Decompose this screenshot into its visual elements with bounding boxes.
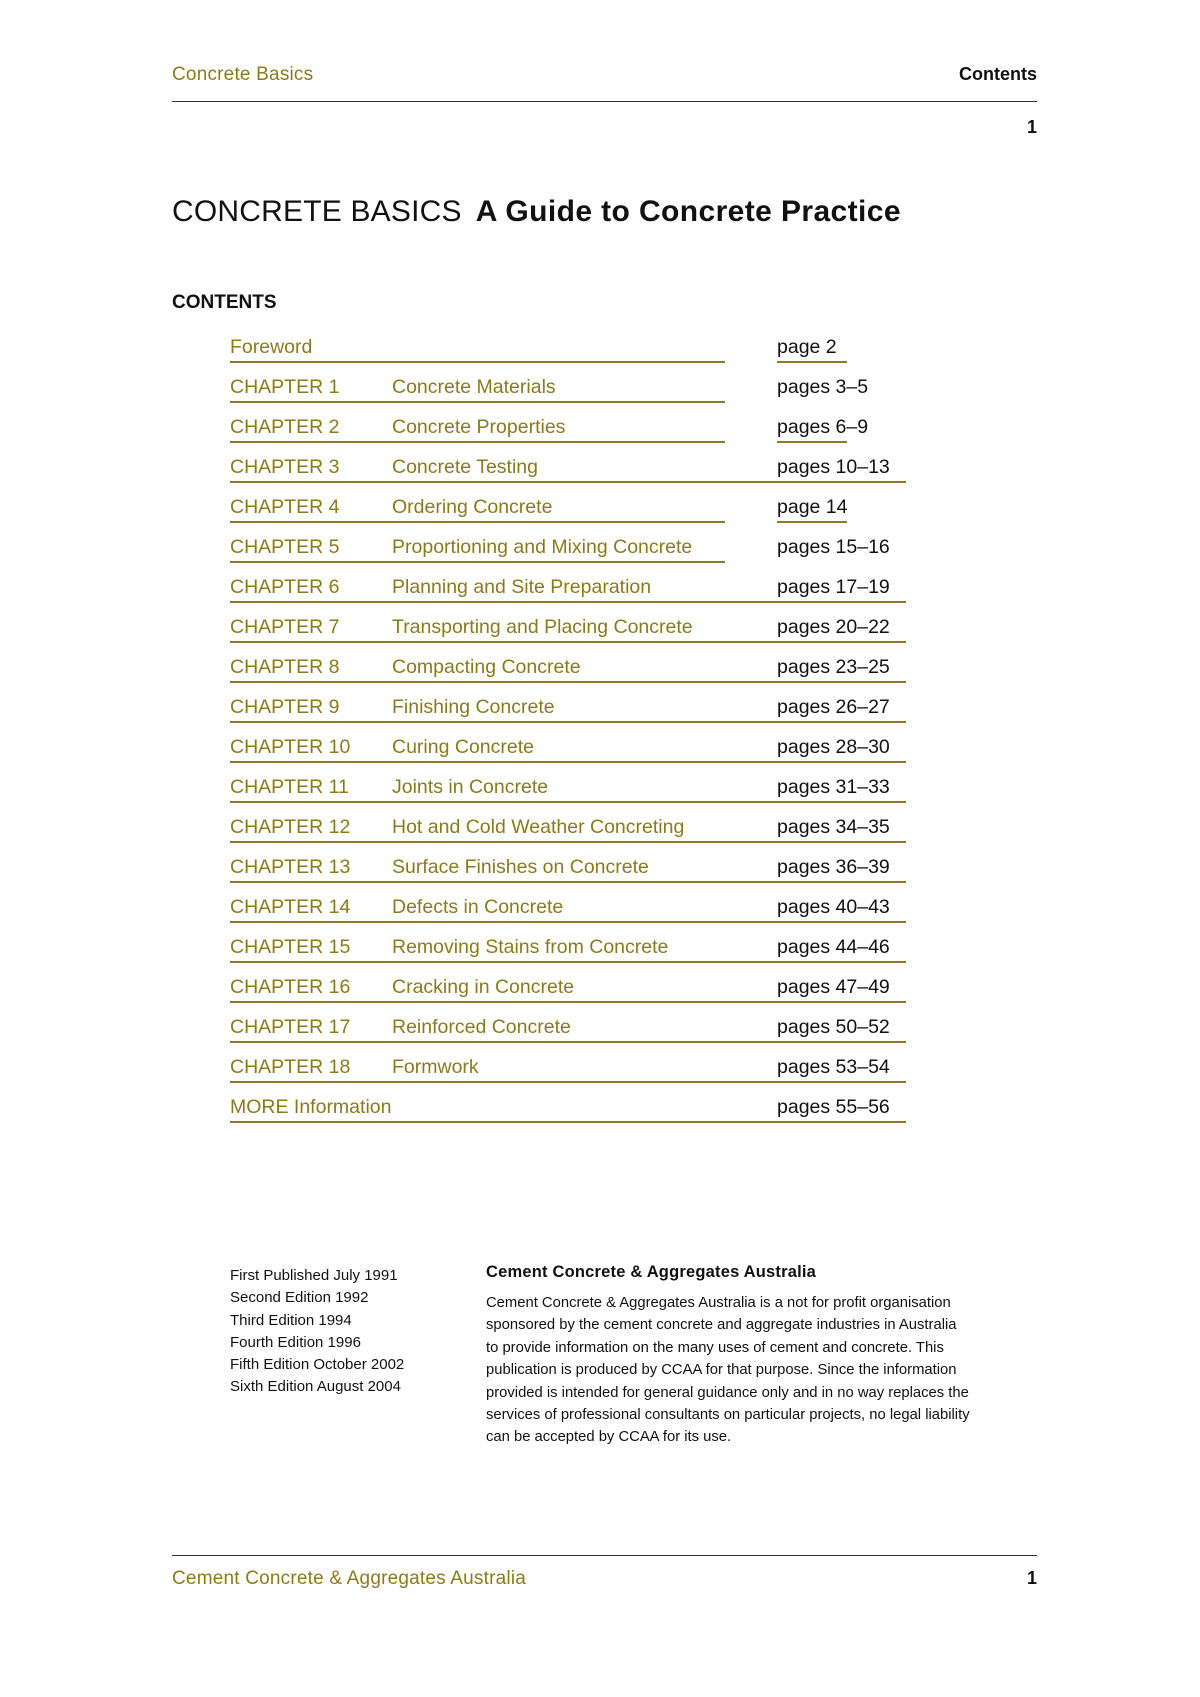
toc-underline: [230, 1041, 906, 1043]
toc-underline: [230, 561, 725, 563]
toc-title[interactable]: Cracking in Concrete: [392, 976, 575, 998]
toc-label[interactable]: CHAPTER 16: [230, 976, 351, 998]
toc-label[interactable]: CHAPTER 13: [230, 856, 351, 878]
toc-underline: [230, 521, 725, 523]
toc-title[interactable]: Finishing Concrete: [392, 696, 555, 718]
title-part-1: CONCRETE BASICS: [172, 195, 462, 228]
toc-title[interactable]: Ordering Concrete: [392, 496, 553, 518]
toc-title[interactable]: Hot and Cold Weather Concreting: [392, 816, 685, 838]
toc-pages: pages 50–52: [777, 1016, 890, 1038]
edition-line: Fourth Edition 1996: [230, 1333, 361, 1351]
toc-pages: pages 36–39: [777, 856, 890, 878]
toc-underline: [230, 601, 906, 603]
toc-pages: pages 44–46: [777, 936, 890, 958]
toc-label[interactable]: CHAPTER 9: [230, 696, 340, 718]
toc-label[interactable]: Foreword: [230, 336, 313, 358]
toc-underline: [230, 481, 906, 483]
toc-row-chapter-9[interactable]: [230, 692, 906, 732]
description-line: publication is produced by CCAA for that purpose. Since the information: [486, 1362, 957, 1379]
toc-pages: pages 3–5: [777, 376, 869, 398]
toc-underline: [230, 1121, 906, 1123]
toc-title[interactable]: Concrete Testing: [392, 456, 538, 478]
description-line: provided is intended for general guidance only and in no way replaces the: [486, 1384, 969, 1401]
header-page-number: 1: [1026, 117, 1037, 137]
toc-row-chapter-8[interactable]: [230, 652, 906, 692]
edition-history: [230, 1265, 404, 1399]
toc-underline: [230, 881, 906, 883]
toc-underline: [230, 961, 906, 963]
toc-pages: pages 10–13: [777, 456, 890, 478]
edition-line: Third Edition 1994: [230, 1311, 352, 1329]
edition-line: Second Edition 1992: [230, 1289, 369, 1307]
toc-pages: pages 28–30: [777, 736, 890, 758]
toc-row-chapter-7[interactable]: [230, 612, 906, 652]
organisation-info: [486, 1263, 1046, 1449]
toc-label[interactable]: CHAPTER 11: [230, 776, 349, 798]
toc-label[interactable]: CHAPTER 5: [230, 536, 340, 558]
toc-row-foreword[interactable]: [230, 332, 906, 372]
toc-underline: [777, 521, 847, 523]
toc-pages: pages 40–43: [777, 896, 890, 918]
toc-underline: [230, 361, 725, 363]
toc-label[interactable]: CHAPTER 14: [230, 896, 351, 918]
toc-title[interactable]: Transporting and Placing Concrete: [392, 616, 693, 638]
toc-underline: [777, 361, 847, 363]
description-line: Cement Concrete & Aggregates Australia is a not for profit organisation: [486, 1295, 951, 1311]
toc-label[interactable]: CHAPTER 15: [230, 936, 351, 958]
toc-pages: pages 15–16: [777, 536, 890, 558]
toc-title[interactable]: Proportioning and Mixing Concrete: [392, 536, 693, 558]
organisation-description: [486, 1292, 1046, 1449]
description-line: to provide information on the many uses of cement and concrete. This: [486, 1339, 944, 1356]
title-part-2: A Guide to Concrete Practice: [475, 195, 901, 228]
toc-title[interactable]: Concrete Materials: [392, 376, 556, 398]
toc-pages: pages 53–54: [777, 1056, 890, 1078]
running-footer-publisher: Cement Concrete & Aggregates Australia: [172, 1568, 527, 1589]
toc-pages: pages 17–19: [777, 576, 890, 598]
toc-title[interactable]: Removing Stains from Concrete: [392, 936, 669, 958]
toc-row-chapter-5[interactable]: [230, 532, 906, 572]
toc-label[interactable]: CHAPTER 18: [230, 1056, 351, 1078]
toc-underline: [777, 441, 847, 443]
toc-row-chapter-3[interactable]: [230, 452, 906, 492]
toc-row-chapter-13[interactable]: [230, 852, 906, 892]
description-line: can be accepted by CCAA for its use.: [486, 1429, 732, 1446]
table-of-contents: [230, 332, 906, 1132]
toc-row-chapter-12[interactable]: [230, 812, 906, 852]
toc-underline: [230, 1001, 906, 1003]
toc-row-chapter-18[interactable]: [230, 1052, 906, 1092]
toc-title[interactable]: Curing Concrete: [392, 736, 534, 758]
toc-label[interactable]: CHAPTER 6: [230, 576, 340, 598]
toc-row-chapter-11[interactable]: [230, 772, 906, 812]
running-header-section: Contents: [959, 64, 1037, 84]
page-title: [172, 195, 901, 229]
toc-pages: pages 6–9: [777, 416, 869, 438]
toc-label[interactable]: CHAPTER 3: [230, 456, 340, 478]
toc-label[interactable]: MORE Information: [230, 1096, 392, 1118]
toc-label[interactable]: CHAPTER 7: [230, 616, 340, 638]
toc-row-chapter-16[interactable]: [230, 972, 906, 1012]
toc-label[interactable]: CHAPTER 4: [230, 496, 340, 518]
toc-label[interactable]: CHAPTER 1: [230, 376, 340, 398]
toc-label[interactable]: CHAPTER 8: [230, 656, 340, 678]
toc-pages: pages 23–25: [777, 656, 890, 678]
description-line: services of professional consultants on particular projects, no legal liability: [486, 1407, 970, 1424]
toc-row-more-information[interactable]: [230, 1092, 906, 1132]
toc-underline: [230, 681, 906, 683]
header-rule: [172, 101, 1037, 102]
toc-title[interactable]: Defects in Concrete: [392, 896, 564, 918]
toc-underline: [230, 401, 725, 403]
toc-row-chapter-14[interactable]: [230, 892, 906, 932]
toc-label[interactable]: CHAPTER 2: [230, 416, 340, 438]
edition-line: Fifth Edition October 2002: [230, 1356, 405, 1374]
toc-pages: pages 26–27: [777, 696, 890, 718]
running-header-title: Concrete Basics: [172, 64, 314, 85]
toc-row-chapter-6[interactable]: [230, 572, 906, 612]
toc-pages: page 2: [777, 336, 837, 358]
toc-pages: pages 47–49: [777, 976, 890, 998]
toc-title[interactable]: Reinforced Concrete: [392, 1016, 571, 1038]
footer-page-number: 1: [1026, 1568, 1037, 1588]
toc-title[interactable]: Planning and Site Preparation: [392, 576, 652, 598]
edition-line: Sixth Edition August 2004: [230, 1378, 401, 1396]
toc-underline: [230, 721, 906, 723]
footer-rule: [172, 1555, 1037, 1556]
toc-row-chapter-15[interactable]: [230, 932, 906, 972]
toc-title[interactable]: Joints in Concrete: [392, 776, 549, 798]
toc-title[interactable]: Concrete Properties: [392, 416, 566, 438]
toc-underline: [230, 641, 906, 643]
toc-pages: pages 34–35: [777, 816, 890, 838]
toc-label[interactable]: CHAPTER 17: [230, 1016, 351, 1038]
toc-label[interactable]: CHAPTER 10: [230, 736, 351, 758]
toc-label[interactable]: CHAPTER 12: [230, 816, 351, 838]
toc-pages: pages 55–56: [777, 1096, 890, 1118]
toc-underline: [230, 761, 906, 763]
toc-pages: pages 20–22: [777, 616, 890, 638]
toc-row-chapter-1[interactable]: [230, 372, 906, 412]
toc-title[interactable]: Formwork: [392, 1056, 479, 1078]
toc-underline: [230, 841, 906, 843]
toc-row-chapter-4[interactable]: [230, 492, 906, 532]
description-line: sponsored by the cement concrete and aggregate industries in Australia: [486, 1317, 957, 1334]
toc-title[interactable]: Compacting Concrete: [392, 656, 581, 678]
edition-line: First Published July 1991: [230, 1267, 398, 1284]
toc-underline: [230, 1081, 906, 1083]
toc-pages: pages 31–33: [777, 776, 890, 798]
toc-underline: [230, 801, 906, 803]
toc-title[interactable]: Surface Finishes on Concrete: [392, 856, 649, 878]
toc-underline: [230, 441, 725, 443]
contents-heading: CONTENTS: [172, 292, 277, 313]
toc-underline: [230, 921, 906, 923]
organisation-name: Cement Concrete & Aggregates Australia: [486, 1263, 817, 1281]
toc-row-chapter-2[interactable]: [230, 412, 906, 452]
toc-row-chapter-17[interactable]: [230, 1012, 906, 1052]
toc-row-chapter-10[interactable]: [230, 732, 906, 772]
toc-pages: page 14: [777, 496, 848, 518]
